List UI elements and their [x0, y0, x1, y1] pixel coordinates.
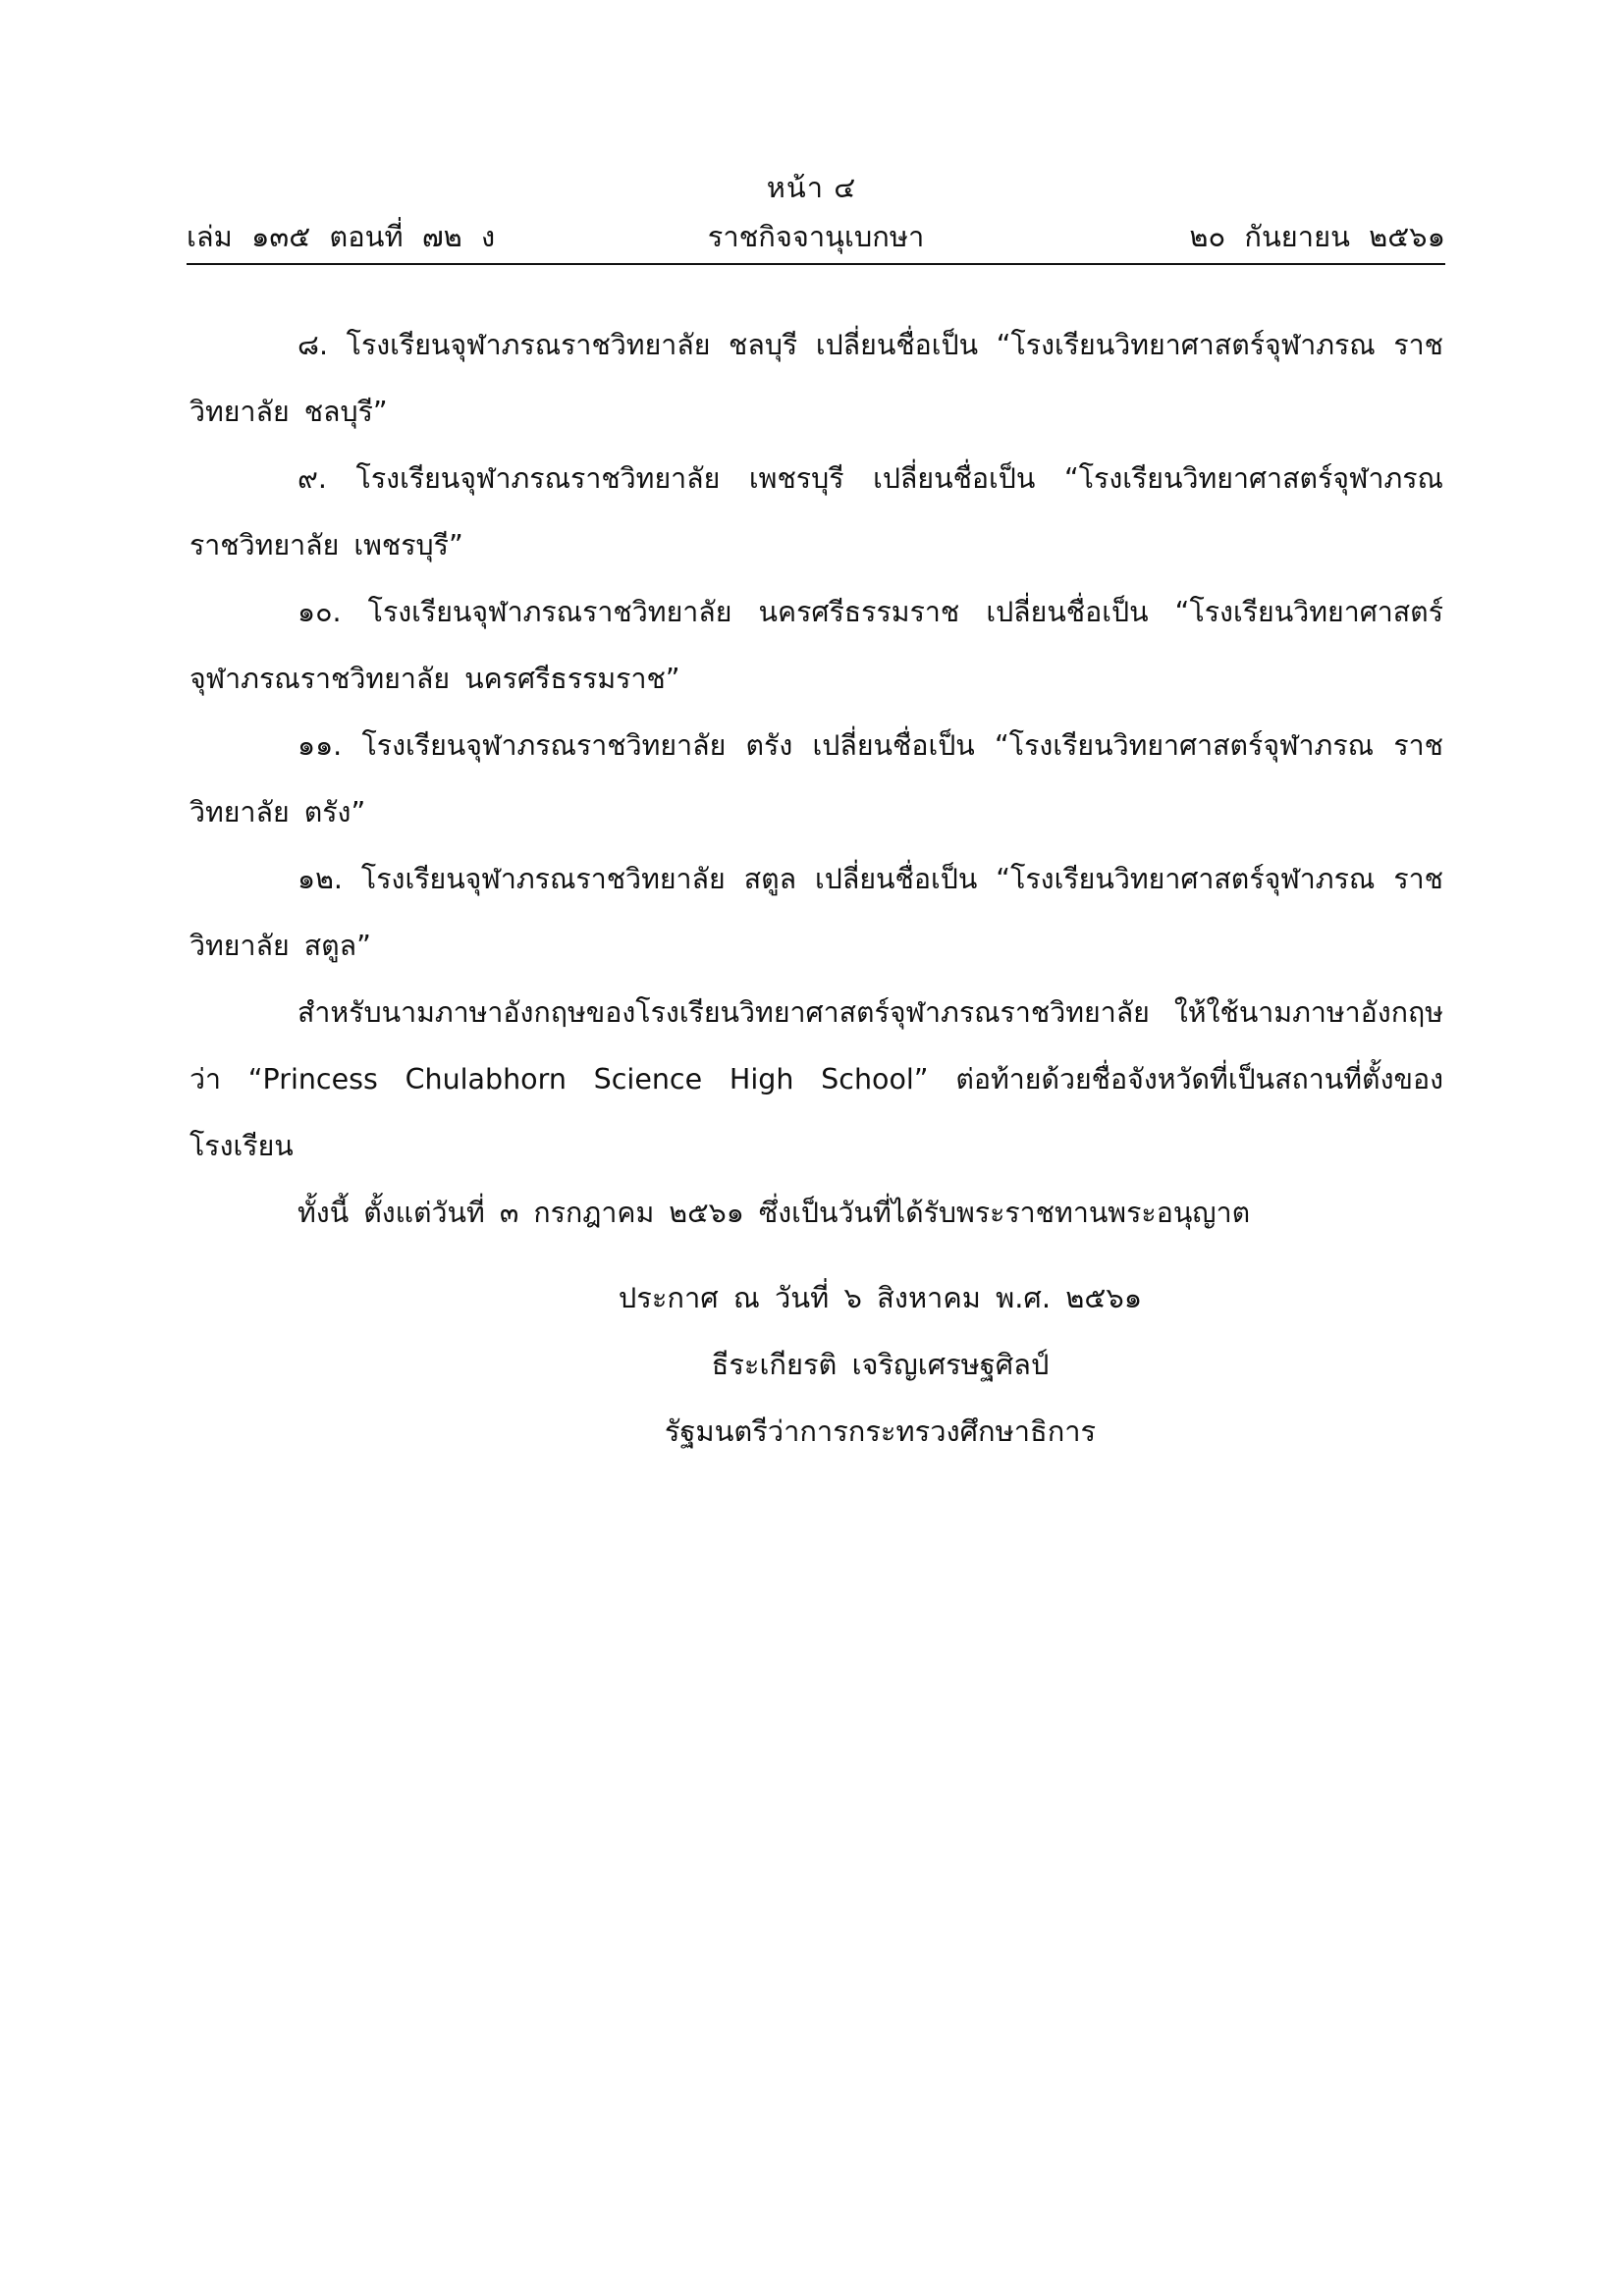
signatory-name: ธีระเกียรติ เจริญเศรษฐศิลป์ — [711, 1348, 1050, 1381]
paragraph-item-12 — [189, 846, 1443, 980]
paragraph-text: ทั้งนี้ ตั้งแต่วันที่ ๓ กรกฎาคม ๒๕๖๑ ซึ่งเป็นวันที่ได้รับพระราชทานพระอนุญาต — [298, 1197, 1251, 1229]
paragraph-text: ๑๐. โรงเรียนจุฬาภรณราชวิทยาลัย นครศรีธรรมราช เปลี่ยนชื่อเป็น “โรงเรียนวิทยาศาสตร์ จุฬาภรณราชวิทยาลัย นครศรีธรรมราช” — [189, 596, 1443, 695]
page-number: หน้า ๔ — [766, 171, 857, 204]
announcement-date: ประกาศ ณ วันที่ ๖ สิงหาคม พ.ศ. ๒๕๖๑ — [618, 1281, 1143, 1314]
volume-issue: เล่ม ๑๓๕ ตอนที่ ๗๒ ง — [187, 220, 496, 253]
paragraph-text: สำหรับนามภาษาอังกฤษของโรงเรียนวิทยาศาสตร์จุฬาภรณราชวิทยาลัย ให้ใช้นามภาษาอังกฤษว่า “Princess Chulabhorn Science High School” ต่อท้ายด้วยชื่อจังหวัดที่เป็นสถานที่ตั้งของโรงเรียน — [189, 996, 1443, 1162]
signature-block — [0, 1264, 1623, 1465]
paragraph-text: ๑๑. โรงเรียนจุฬาภรณราชวิทยาลัย ตรัง เปลี่ยนชื่อเป็น “โรงเรียนวิทยาศาสตร์จุฬาภรณ ราชวิทยาลัย ตรัง” — [189, 729, 1443, 828]
paragraph-item-8 — [189, 312, 1443, 446]
paragraph-item-11 — [189, 713, 1443, 846]
publication-date: ๒๐ กันยายน ๒๕๖๑ — [1189, 220, 1445, 253]
signatory-position: รัฐมนตรีว่าการกระทรวงศึกษาธิการ — [664, 1415, 1097, 1448]
gazette-header — [187, 214, 1445, 253]
header-divider — [187, 263, 1445, 265]
paragraph-item-10 — [189, 579, 1443, 713]
paragraph-item-9 — [189, 446, 1443, 579]
paragraph-text: ๙. โรงเรียนจุฬาภรณราชวิทยาลัย เพชรบุรี เปลี่ยนชื่อเป็น “โรงเรียนวิทยาศาสตร์จุฬาภรณ ราชวิทยาลัย เพชรบุรี” — [189, 462, 1443, 561]
publication-title: ราชกิจจานุเบกษา — [707, 220, 925, 253]
document-body — [189, 312, 1443, 1247]
paragraph-text: ๑๒. โรงเรียนจุฬาภรณราชวิทยาลัย สตูล เปลี่ยนชื่อเป็น “โรงเรียนวิทยาศาสตร์จุฬาภรณ ราชวิทยาลัย สตูล” — [189, 863, 1443, 962]
paragraph-text: ๘. โรงเรียนจุฬาภรณราชวิทยาลัย ชลบุรี เปลี่ยนชื่อเป็น “โรงเรียนวิทยาศาสตร์จุฬาภรณ ราชวิทยาลัย ชลบุรี” — [189, 329, 1443, 428]
paragraph-english-name — [189, 980, 1443, 1180]
paragraph-effective-date — [189, 1180, 1443, 1247]
